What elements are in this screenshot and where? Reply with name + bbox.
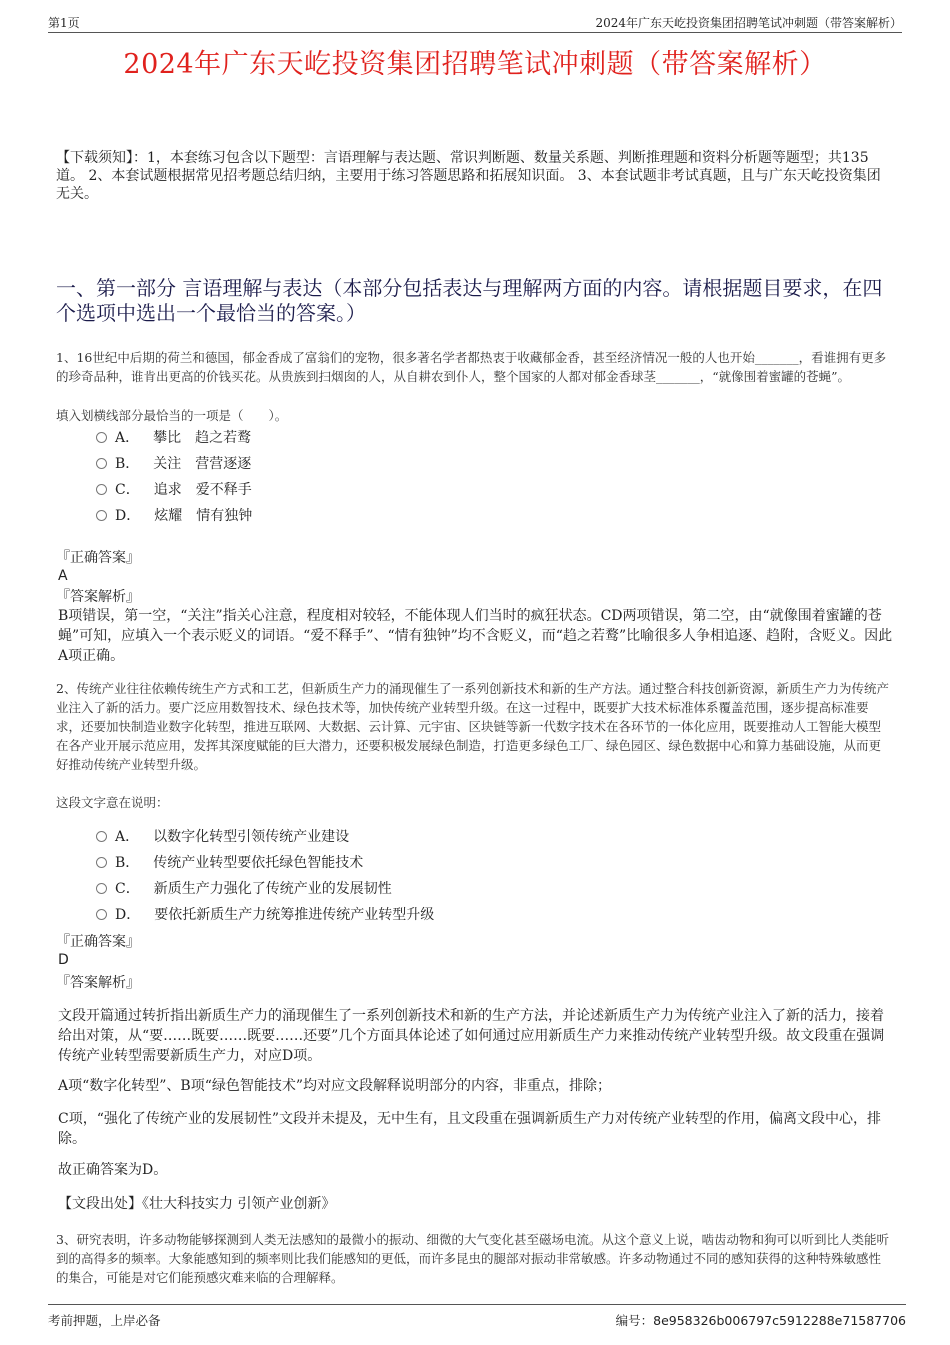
option-c[interactable]: C． 新质生产力强化了传统产业的发展韧性 <box>96 876 434 902</box>
question-2-prompt: 这段文字意在说明： <box>56 795 169 810</box>
analysis-text: B项错误，第一空，“关注”指关心注意，程度相对较轻，不能体现人们当时的疯狂状态。CD两项错误，第二空，由“就像围着蜜罐的苍蝇”可知，应填入一个表示贬义的词语。“爱不释手”、“情有独钟”均不含贬义，而“趋之若鹜”比喻很多人争相追逐、趋附，含贬义。因此A项正确。 <box>58 608 893 664</box>
page-footer <box>48 1304 906 1328</box>
page-header <box>48 14 902 33</box>
question-3-stem: 3、研究表明，许多动物能够探测到人类无法感知的最微小的振动、细微的大气变化甚至磁场电流。从这个意义上说，啮齿动物和狗可以听到比人类能听到的高得多的频率。大象能感知到的频率则比我们能感知的更低，而许多昆虫的腿部对振动非常敏感。许多动物通过不同的感知获得的这种特殊敏感性的集合，可能是对它们能预感灾难来临的合理解释。 <box>56 1232 889 1285</box>
document-title: 2024年广东天屹投资集团招聘笔试冲刺题（带答案解析） <box>123 49 827 80</box>
option-b[interactable]: B． 关注 营营逐逐 <box>96 451 252 477</box>
option-d[interactable]: D． 炫耀 情有独钟 <box>96 503 252 529</box>
source-citation: 【文段出处】《壮大科技实力 引领产业创新》 <box>58 1196 336 1212</box>
radio-icon[interactable] <box>96 458 107 469</box>
correct-answer: A <box>58 568 68 584</box>
radio-icon[interactable] <box>96 883 107 894</box>
correct-answer-label: 『正确答案』 <box>56 934 140 950</box>
analysis-label: 『答案解析』 <box>56 589 140 605</box>
question-1-prompt: 填入划横线部分最恰当的一项是（ ）。 <box>56 408 288 423</box>
section-heading: 一、第一部分 言语理解与表达（本部分包括表达与理解两方面的内容。请根据题目要求，在四个选项中选出一个最恰当的答案。） <box>56 276 883 325</box>
analysis-paragraph-2: A项“数字化转型”、B项“绿色智能技术”均对应文段解释说明部分的内容，非重点，排除； <box>58 1078 612 1094</box>
header-doc-title: 2024年广东天屹投资集团招聘笔试冲刺题（带答案解析） <box>595 16 902 30</box>
option-a[interactable]: A． 攀比 趋之若鹜 <box>96 425 252 451</box>
correct-answer-label: 『正确答案』 <box>56 550 140 566</box>
radio-icon[interactable] <box>96 831 107 842</box>
document-code: 编号：8e958326b006797c5912288e71587706 <box>615 1313 906 1328</box>
radio-icon[interactable] <box>96 432 107 443</box>
question-1-options <box>96 425 252 529</box>
correct-answer: D <box>58 952 69 968</box>
analysis-paragraph-3: C项，“强化了传统产业的发展韧性”文段并未提及，无中生有，且文段重在强调新质生产力对传统产业转型的作用，偏离文段中心，排除。 <box>58 1111 882 1147</box>
option-b[interactable]: B． 传统产业转型要依托绿色智能技术 <box>96 850 434 876</box>
option-c[interactable]: C． 追求 爱不释手 <box>96 477 252 503</box>
question-2-options <box>96 824 434 928</box>
radio-icon[interactable] <box>96 484 107 495</box>
analysis-label: 『答案解析』 <box>56 975 140 991</box>
option-a[interactable]: A． 以数字化转型引领传统产业建设 <box>96 824 434 850</box>
page-number: 第1页 <box>48 16 80 30</box>
footer-slogan: 考前押题，上岸必备 <box>48 1313 161 1328</box>
question-2-stem: 2、传统产业往往依赖传统生产方式和工艺，但新质生产力的涌现催生了一系列创新技术和新的生产方法。通过整合科技创新资源，新质生产力为传统产业注入了新的活力。要广泛应用数智技术、绿色技术等，加快传统产业转型升级。在这一过程中，既要扩大技术标准体系覆盖范围，逐步提高标准要求，还要加快制造业数字化转型，推进互联网、大数据、云计算、元宇宙、区块链等新一代数字技术在各环节的一体化应用，既要推动人工智能大模型在各产业开展示范应用，发挥其深度赋能的巨大潜力，还要积极发展绿色制造，打造更多绿色工厂、绿色园区、绿色数据中心和算力基础设施，从而更好推动传统产业转型升级。 <box>56 681 889 772</box>
radio-icon[interactable] <box>96 909 107 920</box>
radio-icon[interactable] <box>96 510 107 521</box>
analysis-conclusion: 故正确答案为D。 <box>58 1162 168 1178</box>
question-1-stem: 1、16世纪中后期的荷兰和德国，郁金香成了富翁们的宠物，很多著名学者都热衷于收藏郁金香，甚至经济情况一般的人也开始_______，看谁拥有更多的珍奇品种，谁肯出更高的价钱买花。从贵族到扫烟囱的人，从自耕农到仆人，整个国家的人都对郁金香球茎_______，“就像围着蜜罐的苍蝇”。 <box>56 350 887 384</box>
download-notice: 【下载须知】：1，本套练习包含以下题型：言语理解与表达题、常识判断题、数量关系题、判断推理题和资料分析题等题型；共135道。 2、本套试题根据常见招考题总结归纳，主要用于练习答题思路和拓展知识面。 3、本套试题非考试真题，且与广东天屹投资集团无关。 <box>56 150 881 202</box>
analysis-paragraph-1: 文段开篇通过转折指出新质生产力的涌现催生了一系列创新技术和新的生产方法，并论述新质生产力为传统产业注入了新的活力，接着给出对策，从“要……既要……既要……还要”几个方面具体论述了如何通过应用新质生产力来推动传统产业转型升级。故文段重在强调传统产业转型需要新质生产力，对应D项。 <box>58 1008 885 1064</box>
option-d[interactable]: D． 要依托新质生产力统筹推进传统产业转型升级 <box>96 902 434 928</box>
radio-icon[interactable] <box>96 857 107 868</box>
